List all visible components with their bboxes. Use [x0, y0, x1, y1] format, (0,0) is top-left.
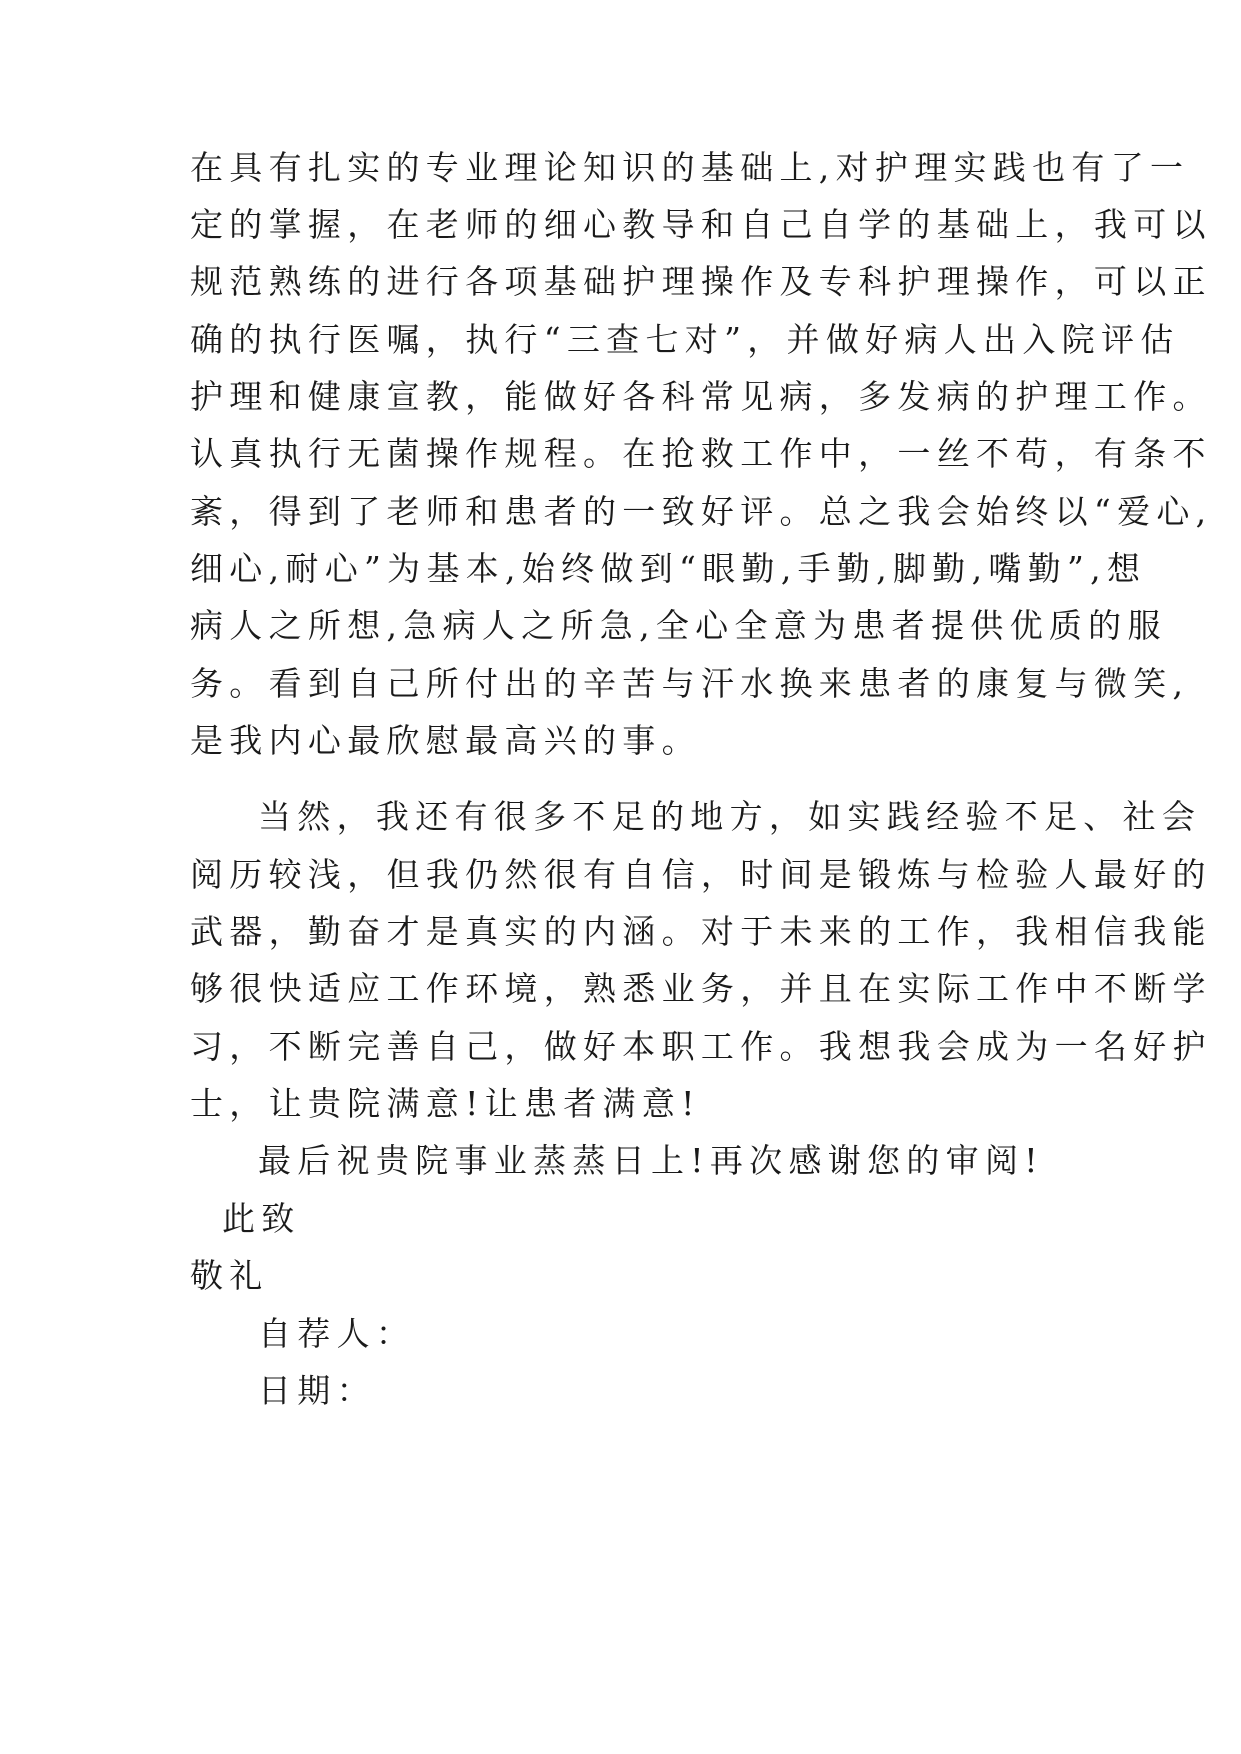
paragraph-1-line-10: 务。看到自己所付出的辛苦与汗水换来患者的康复与微笑,: [190, 664, 1190, 703]
paragraph-1-line-8: 细心,耐心”为基本,始终做到“眼勤,手勤,脚勤,嘴勤”,想: [190, 549, 1147, 588]
paragraph-2-line-2: 阅历较浅，但我仍然很有自信，时间是锻炼与检验人最好的: [190, 855, 1212, 894]
closing-salutation-1: 此致: [222, 1199, 301, 1238]
paragraph-2-line-5: 习，不断完善自己，做好本职工作。我想我会成为一名好护: [190, 1027, 1212, 1066]
paragraph-2-line-1: 当然，我还有很多不足的地方，如实践经验不足、社会: [258, 797, 1202, 836]
paragraph-2-line-6: 士，让贵院满意!让患者满意!: [190, 1084, 701, 1123]
paragraph-1-line-4: 确的执行医嘱，执行“三查七对”，并做好病人出入院评估: [190, 320, 1180, 359]
paragraph-1-line-3: 规范熟练的进行各项基础护理操作及专科护理操作，可以正: [190, 262, 1212, 301]
signature-label: 自荐人：: [258, 1314, 416, 1353]
paragraph-1-line-7: 紊，得到了老师和患者的一致好评。总之我会始终以“爱心,: [190, 492, 1213, 531]
paragraph-1-line-5: 护理和健康宣教，能做好各科常见病，多发病的护理工作。: [190, 377, 1212, 416]
paragraph-3: 最后祝贵院事业蒸蒸日上!再次感谢您的审阅!: [258, 1141, 1044, 1180]
paragraph-1-line-6: 认真执行无菌操作规程。在抢救工作中，一丝不苟，有条不: [190, 434, 1212, 473]
paragraph-1-line-9: 病人之所想,急病人之所急,全心全意为患者提供优质的服: [190, 606, 1167, 645]
closing-salutation-2: 敬礼: [190, 1256, 269, 1295]
paragraph-1-line-2: 定的掌握，在老师的细心教导和自己自学的基础上，我可以: [190, 205, 1212, 244]
paragraph-1-line-11: 是我内心最欣慰最高兴的事。: [190, 721, 701, 760]
paragraph-1-line-1: 在具有扎实的专业理论知识的基础上,对护理实践也有了一: [190, 148, 1190, 187]
paragraph-2-line-3: 武器，勤奋才是真实的内涵。对于未来的工作，我相信我能: [190, 912, 1212, 951]
paragraph-2-line-4: 够很快适应工作环境，熟悉业务，并且在实际工作中不断学: [190, 969, 1212, 1008]
date-label: 日期：: [258, 1371, 376, 1410]
